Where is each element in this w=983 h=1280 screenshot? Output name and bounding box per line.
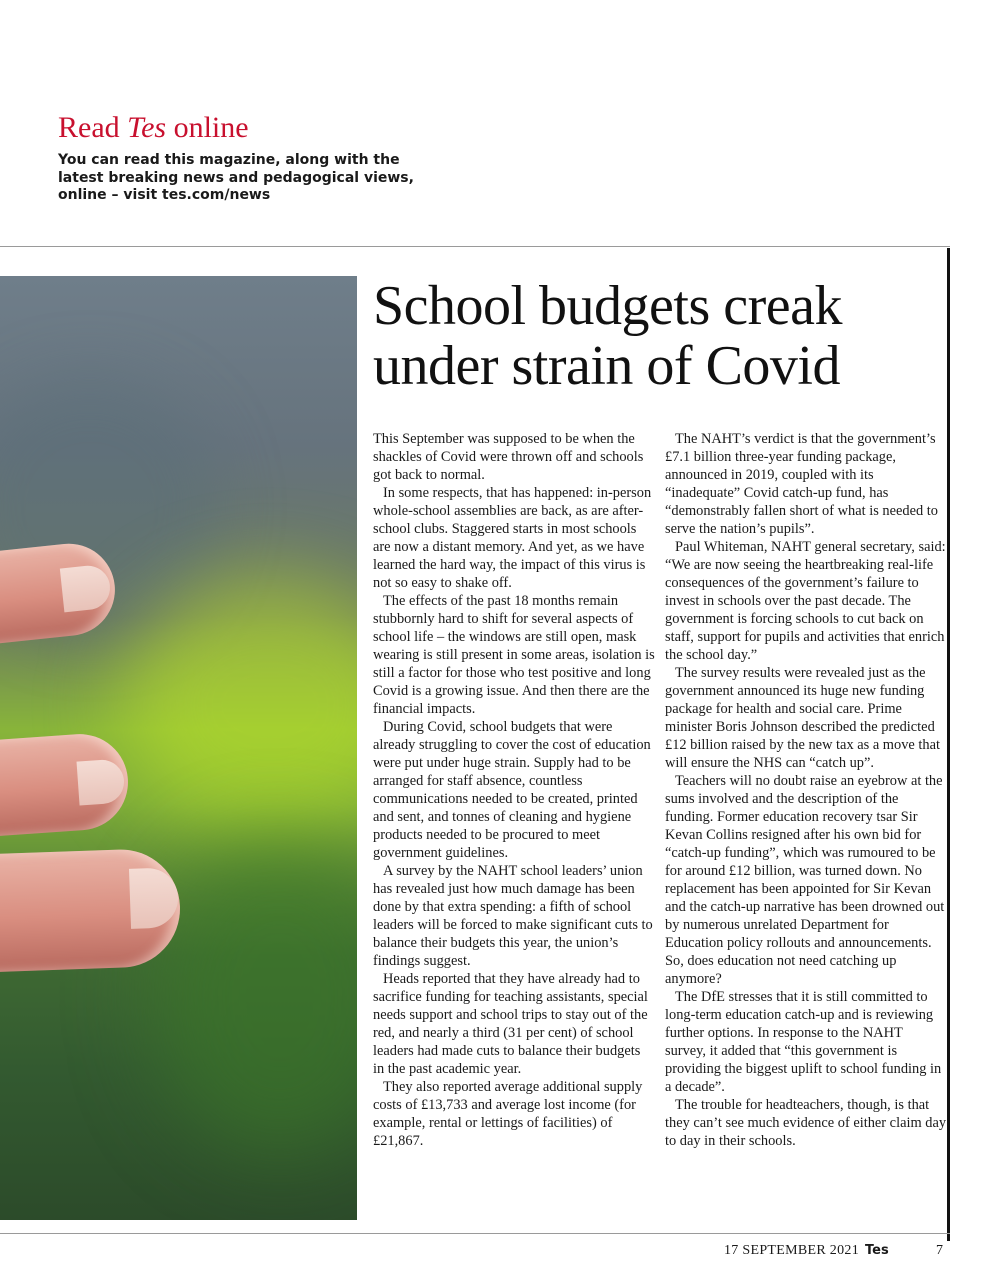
article-paragraph: In some respects, that has happened: in-person whole-school assemblies are back, as are after-school clubs. Staggered starts in most schools are now a distant memory. And yet, as we have learned the hard way, the impact of this virus is not so easy to shake off. [373,485,652,591]
promo-title-suffix: online [173,111,249,144]
article-paragraph: Heads reported that they have already had to sacrifice funding for teaching assistants, special needs support and school trips to stay out of the red, and nearly a third (31 per cent) of school leaders had made cuts to balance their budgets in the past academic year. [373,971,648,1077]
article-paragraph: They also reported average additional supply costs of £13,733 and average lost income (for example, rental or lettings of facilities) of £21,867. [373,1079,643,1149]
photo-background-blur [150,836,357,1156]
bottom-divider [0,1233,950,1234]
page-number: 7 [936,1243,943,1258]
top-divider [0,246,950,247]
article-paragraph: A survey by the NAHT school leaders’ union has revealed just how much damage has been done by that extra spending: a fifth of school leaders will be forced to make significant cuts to balance their budgets this year, the union’s findings suggest. [373,863,653,969]
right-divider [947,248,950,1241]
article-column-1 [373,430,655,1150]
footer-brand: Tes [865,1243,889,1258]
article-paragraph: The trouble for headteachers, though, is that they can’t see much evidence of either claim day to day in their schools. [665,1097,947,1149]
article-paragraph: Teachers will no doubt raise an eyebrow at the sums involved and the description of the funding. Former education recovery tsar Sir Kevan Collins resigned after his own bid for “catch-up funding”, which was rumoured to be for around £12 billion, was turned down. No replacement has been appointed for Sir Kevan and the catch-up narrative has been drowned out by numerous unrelated Department for Education policy rollouts and announcements. So, does education not need catching up anymore? [665,773,945,987]
article-paragraph: The effects of the past 18 months remain stubbornly hard to shift for several aspects of school life – the windows are still open, mask wearing is still present in some areas, isolation is still a factor for those who test positive and long Covid is a growing issue. And then there are the financial impacts. [373,593,655,717]
article-paragraph: Paul Whiteman, NAHT general secretary, said: “We are now seeing the heartbreaking real-life consequences of the government’s failure to invest in schools over the past decade. The government is forcing schools to cut back on staff, support for pupils and activities that enrich the school day.” [665,539,946,663]
promo-title [58,110,249,146]
footer-date: 17 SEPTEMBER 2021 [724,1243,860,1258]
promo-title-brand: Tes [127,111,167,144]
article-column-2 [665,430,947,1150]
article-paragraph: The survey results were revealed just as the government announced its huge new funding package for health and social care. Prime minister Boris Johnson described the predicted £12 billion raised by the new tax as a move that will ensure the NHS can “catch up”. [665,665,940,771]
article-paragraph: The DfE stresses that it is still committed to long-term education catch-up and is reviewing further options. In response to the NAHT survey, it added that “this government is providing the biggest uplift to school funding in a decade”. [665,989,942,1095]
article-paragraph: During Covid, school budgets that were already struggling to cover the cost of education were put under huge strain. Supply had to be arranged for staff absence, countless communications needed to be created, printed and sent, and tonnes of cleaning and hygiene products needed to be procured to meet government guidelines. [373,719,651,861]
article-headline: School budgets creak under strain of Covid [373,275,842,397]
promo-title-prefix: Read [58,111,120,144]
article-photo [0,276,357,1220]
promo-body: You can read this magazine, along with the latest breaking news and pedagogical views, online – visit tes.com/news [58,152,414,203]
article-paragraph: This September was supposed to be when the shackles of Covid were thrown off and schools got back to normal. [373,431,644,483]
article-paragraph: The NAHT’s verdict is that the government’s £7.1 billion three-year funding package, announced in 2019, coupled with its “inadequate” Covid catch-up fund, has “demonstrably fallen short of what is needed to serve the nation’s pupils”. [665,431,938,537]
